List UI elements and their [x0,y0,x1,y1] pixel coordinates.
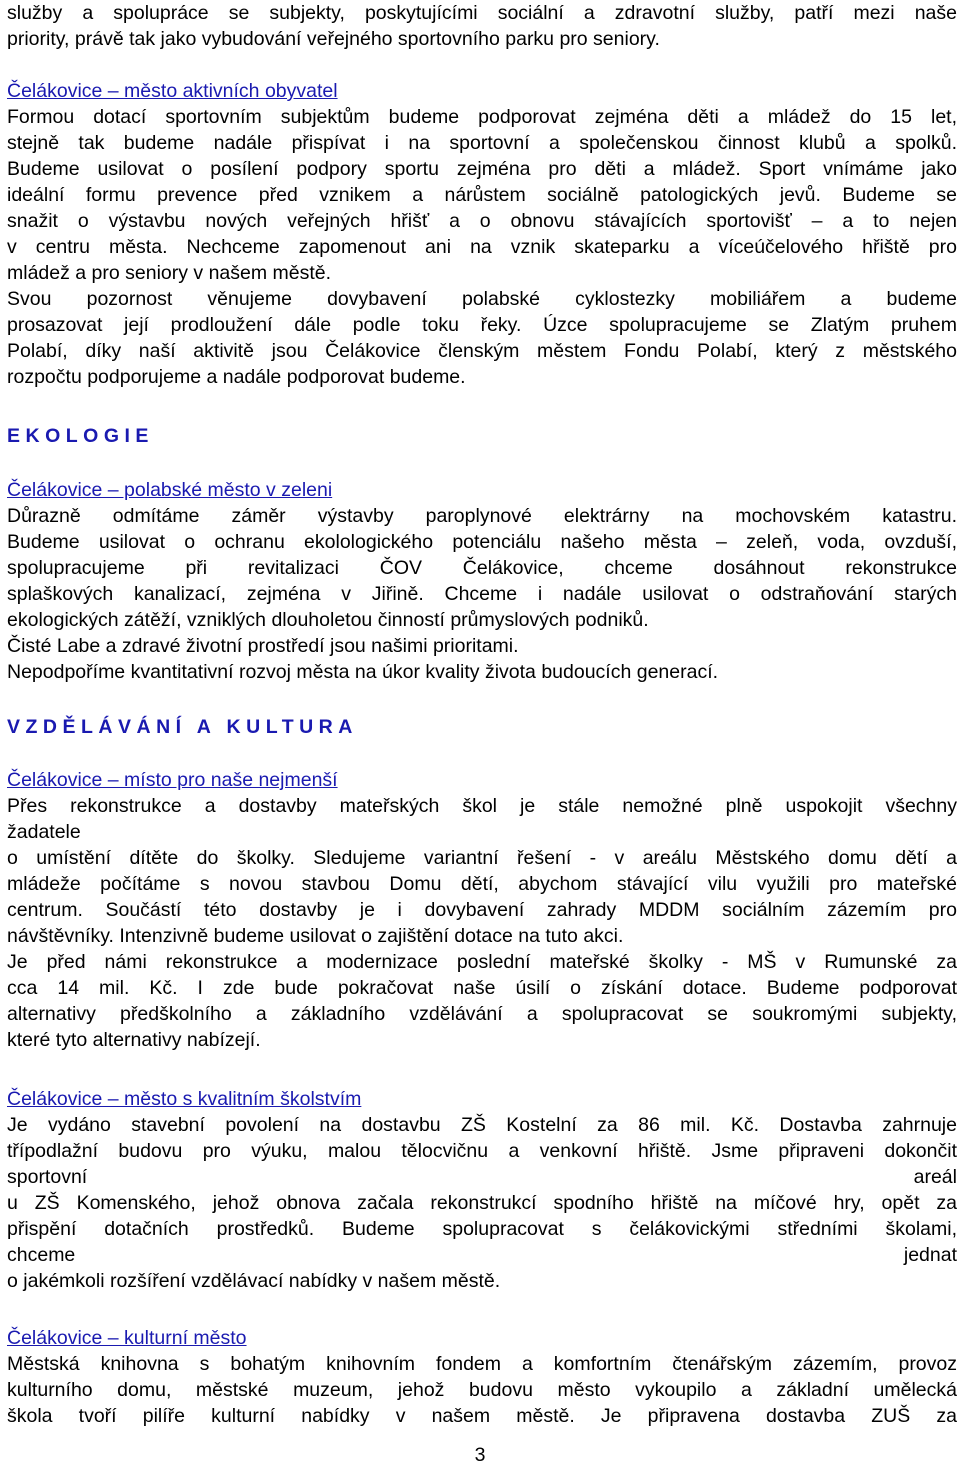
paragraph-line: o umístění dítěte do školky. Sledujeme variantní řešení - v areálu Městského domu dětí a [7,847,957,869]
paragraph-line: třípodlažní budovu pro výuku, malou tělocvičnu a venkovní hřiště. Jsme připraveni dokončit [7,1140,957,1162]
paragraph-line: stejně tak budeme nadále přispívat i na sportovní a společenskou činnost klubů a spolků. [7,132,957,154]
paragraph-line: u ZŠ Komenského, jehož obnova začala rekonstrukcí spodního hřiště na míčové hry, opět za [7,1192,957,1214]
paragraph-line: žadatele [7,821,81,843]
paragraph-line: Je vydáno stavební povolení na dostavbu ZŠ Kostelní za 86 mil. Kč. Dostavba zahrnuje [7,1114,957,1136]
paragraph-line: Důrazně odmítáme záměr výstavby paroplynové elektrárny na mochovském katastru. [7,505,957,527]
paragraph-line: ideální formu prevence před vznikem a nárůstem sociálně patologických jevů. Budeme se [7,184,957,206]
paragraph-line: snažit o výstavbu nových veřejných hřišť a o obnovu stávajících sportovišť – a to nejen [7,210,957,232]
paragraph-line: Nepodpoříme kvantitativní rozvoj města na úkor kvality života budoucích generací. [7,661,719,683]
paragraph-line: ekologických zátěží, vzniklých dlouholetou činností průmyslových podniků. [7,609,649,631]
paragraph-line: alternativy předškolního a základního vzdělávání a spolupracovat se soukromými subjekty, [7,1003,957,1025]
line-right-word: areál [913,1166,957,1188]
line-left-word: chceme [7,1244,76,1266]
paragraph-line: mládeže počítáme s novou stavbou Domu dětí, abychom stávající vilu využili pro mateřské [7,873,957,895]
page-number: 3 [474,1444,486,1466]
paragraph-line: o jakémkoli rozšíření vzdělávací nabídky v našem městě. [7,1270,501,1292]
paragraph-line: kulturního domu, městské muzeum, jehož budovu město vykoupilo a základní umělecká [7,1379,957,1401]
paragraph-line: Je před námi rekonstrukce a modernizace poslední mateřské školky - MŠ v Rumunské za [7,951,957,973]
paragraph-line: návštěvníky. Intenzivně budeme usilovat o zajištění dotace na tuto akci. [7,925,624,947]
section-subheading-celakovice-mesto-aktivnich-obyvatel: Čelákovice – město aktivních obyvatel [7,80,338,102]
paragraph-line: prosazovat její prodloužení dále podle toku řeky. Úzce spolupracujeme se Zlatým pruhem [7,314,957,336]
paragraph-line: přispění dotačních prostředků. Budeme spolupracovat s čelákovickými středními školami, [7,1218,957,1240]
paragraph-line: Budeme usilovat o posílení podpory sportu zejména pro děti a mládež. Sport vnímáme jako [7,158,957,180]
paragraph-line: centrum. Součástí této dostavby je i dovybavení zahrady MDDM sociálním zázemím pro [7,899,957,921]
paragraph-line: Čisté Labe a zdravé životní prostředí jsou našimi prioritami. [7,635,519,657]
paragraph-line: Přes rekonstrukce a dostavby mateřských škol je stále nemožné plně uspokojit všechny [7,795,957,817]
paragraph-line: Formou dotací sportovním subjektům budeme podporovat zejména děti a mládež do 15 let, [7,106,957,128]
paragraph-line: služby a spolupráce se subjekty, poskytujícími sociální a zdravotní služby, patří mezi naše [7,2,957,24]
paragraph-line: mládež a pro seniory v našem městě. [7,262,332,284]
paragraph-line: Svou pozornost věnujeme dovybavení polabské cyklostezky mobiliářem a budeme [7,288,957,310]
paragraph-line: rozpočtu podporujeme a nadále podporovat budeme. [7,366,466,388]
paragraph-line [7,1164,957,1190]
paragraph-line: Polabí, díky naší aktivitě jsou Čelákovice členským městem Fondu Polabí, který z městského [7,340,957,362]
paragraph-line: Městská knihovna s bohatým knihovním fondem a komfortním čtenářským zázemím, provoz [7,1353,957,1375]
section-subheading-celakovice-misto-pro-nase-nejmensi: Čelákovice – místo pro naše nejmenší [7,769,338,791]
paragraph-line: cca 14 mil. Kč. I zde bude pokračovat naše úsilí o získání dotace. Budeme podporovat [7,977,957,999]
paragraph-line: priority, právě tak jako vybudování veřejného sportovního parku pro seniory. [7,28,660,50]
section-subheading-celakovice-polabske-mesto-v-zeleni: Čelákovice – polabské město v zeleni [7,479,333,501]
paragraph-line: škola tvoří pilíře kulturní nabídky v našem městě. Je připravena dostavba ZUŠ za [7,1405,957,1427]
line-left-word: sportovní [7,1166,88,1188]
paragraph-line: Budeme usilovat o ochranu ekolologického potenciálu našeho města – zeleň, voda, ovzduší, [7,531,957,553]
paragraph-line [7,1242,957,1268]
section-subheading-celakovice-mesto-s-kvalitnim-skolstvim: Čelákovice – město s kvalitním školstvím [7,1088,362,1110]
paragraph-line: splaškových kanalizací, zejména v Jiřině. Chceme i nadále usilovat o odstraňování starých [7,583,957,605]
section-heading-ekologie: EKOLOGIE [7,425,154,447]
paragraph-line: v centru města. Nechceme zapomenout ani na vznik skateparku a víceúčelového hřiště pro [7,236,957,258]
section-heading-vzdelavani-a-kultura: VZDĚLÁVÁNÍ A KULTURA [7,716,358,738]
section-subheading-celakovice-kulturni-mesto: Čelákovice – kulturní město [7,1327,247,1349]
line-right-word: jednat [903,1244,957,1266]
paragraph-line: které tyto alternativy nabízejí. [7,1029,261,1051]
paragraph-line: spolupracujeme při revitalizaci ČOV Čelákovice, chceme dosáhnout rekonstrukce [7,557,957,579]
